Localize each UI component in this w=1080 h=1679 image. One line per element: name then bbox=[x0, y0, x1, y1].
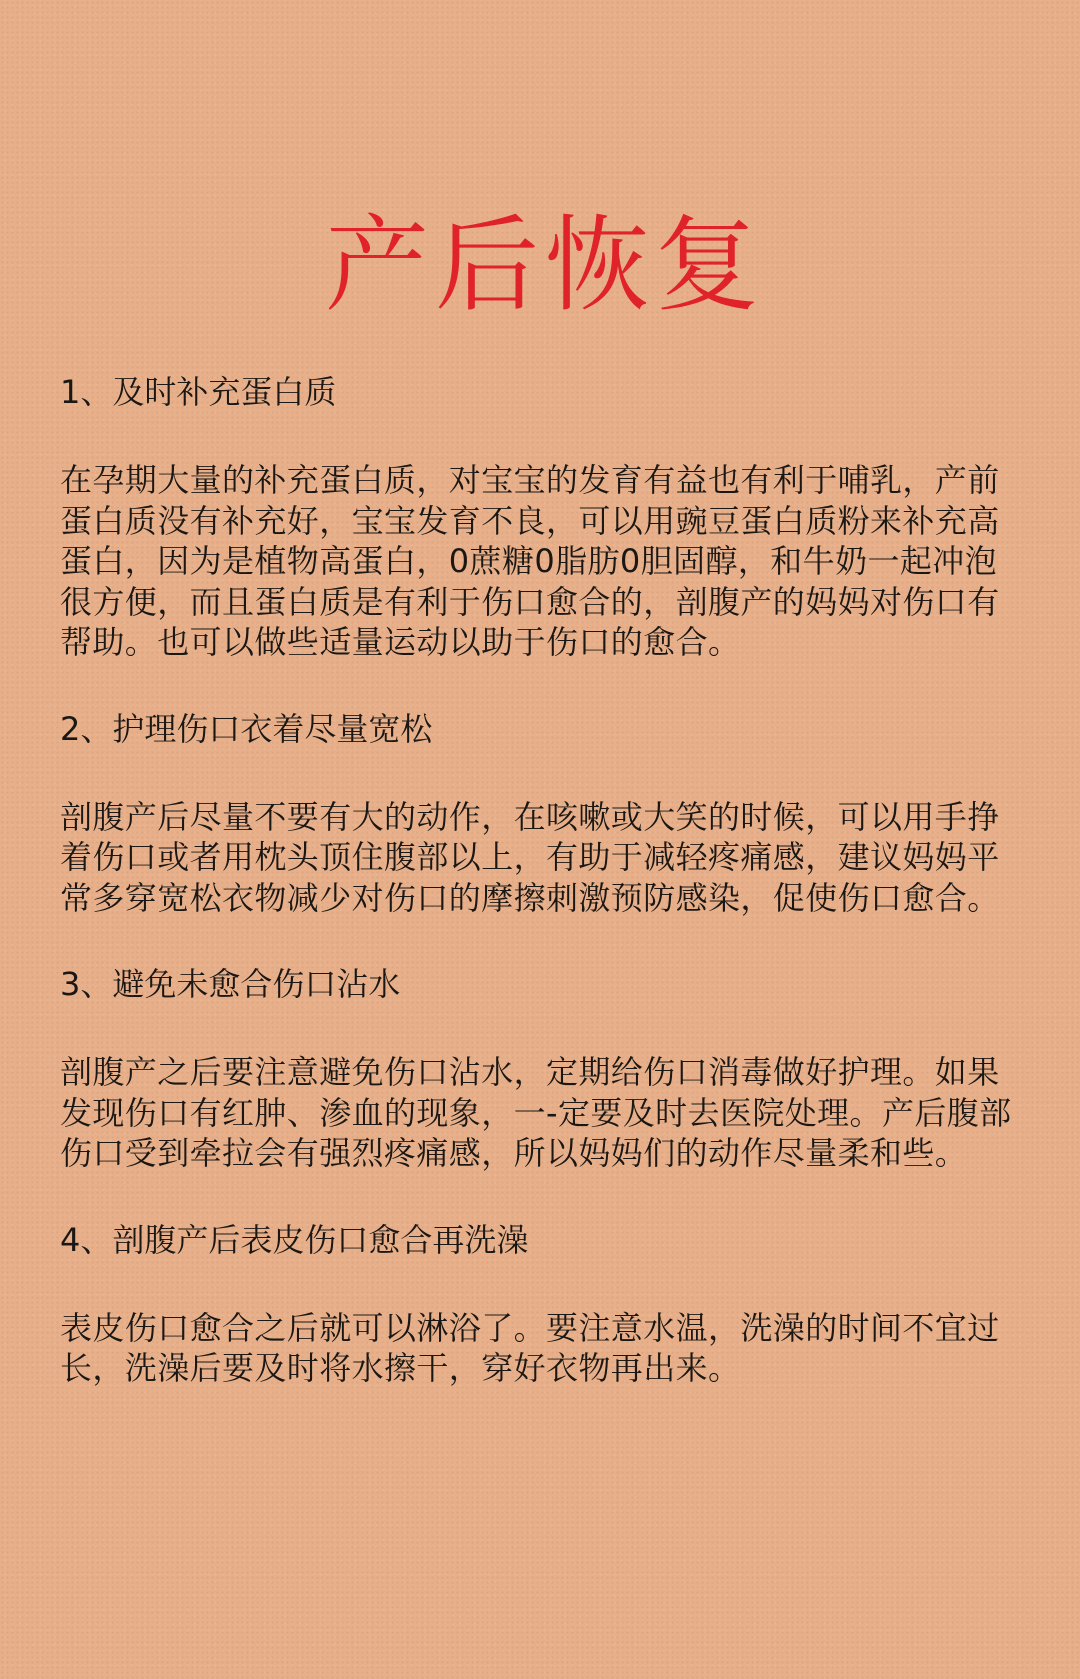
section-heading: 2、护理伤口衣着尽量宽松 bbox=[60, 709, 433, 748]
section-wound-care bbox=[60, 709, 1020, 965]
section-body: 在孕期大量的补充蛋白质，对宝宝的发育有益也有利于哺乳，产前蛋白质没有补充好，宝宝发育不良，可以用豌豆蛋白质粉来补充高蛋白，因为是植物高蛋白，0蔗糖0脂肪0胆固醇，和牛奶一起冲泡很方便，而且蛋白质是有利于伤口愈合的，剖腹产的妈妈对伤口有帮助。也可以做些适量运动以助于伤口的愈合。 bbox=[60, 461, 1000, 661]
section-heading: 3、避免未愈合伤口沾水 bbox=[60, 965, 401, 1003]
section-bathing bbox=[60, 1220, 1020, 1389]
section-heading: 1、及时补充蛋白质 bbox=[60, 373, 337, 411]
section-protein bbox=[60, 372, 1020, 709]
section-body: 表皮伤口愈合之后就可以淋浴了。要注意水温，洗澡的时间不宜过长，洗澡后要及时将水擦干，穿好衣物再出来。 bbox=[60, 1308, 1000, 1387]
section-body: 剖腹产之后要注意避免伤口沾水，定期给伤口消毒做好护理。如果发现伤口有红肿、渗血的现象，一-定要及时去医院处理。产后腹部伤口受到牵拉会有强烈疼痛感，所以妈妈们的动作尽量柔和些。 bbox=[60, 1053, 1012, 1172]
section-avoid-water bbox=[60, 964, 1020, 1220]
section-heading: 4、剖腹产后表皮伤口愈合再洗澡 bbox=[60, 1220, 529, 1259]
page-title: 产后恢复 bbox=[324, 203, 765, 326]
section-body: 剖腹产后尽量不要有大的动作，在咳嗽或大笑的时候，可以用手挣着伤口或者用枕头顶住腹部以上，有助于减轻疼痛感，建议妈妈平常多穿宽松衣物减少对伤口的摩擦刺激预防感染，促使伤口愈合。 bbox=[60, 797, 1000, 917]
article-content bbox=[60, 372, 1020, 1389]
